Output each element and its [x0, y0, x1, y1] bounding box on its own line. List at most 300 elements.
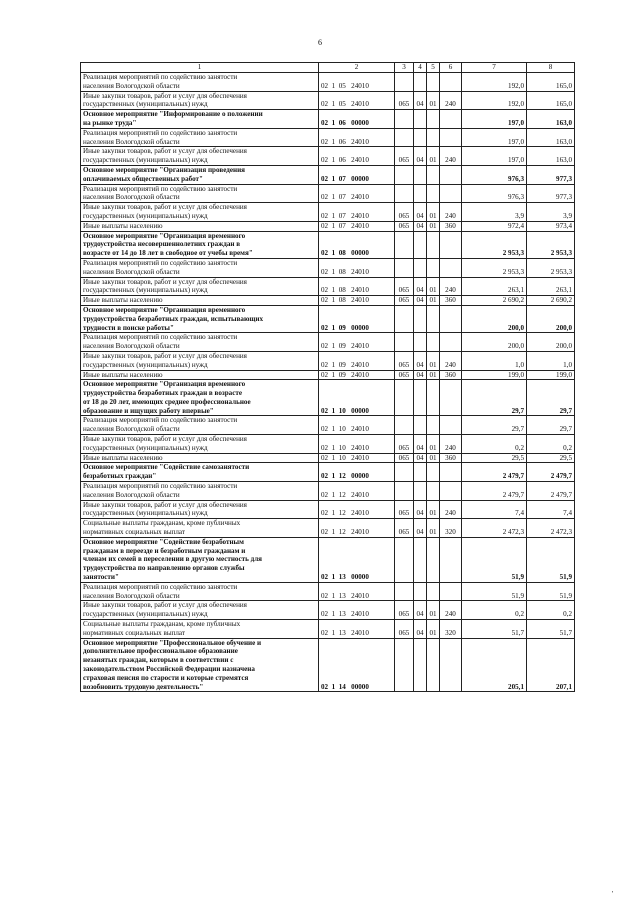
amount-col-8-cell: 165,0 [527, 91, 575, 110]
expense-type-cell: 240 [440, 351, 462, 370]
budget-code-cell: 02 1 10 00000 [319, 380, 395, 416]
description-line: Иные закупки товаров, работ и услуг для обеспечения [83, 500, 247, 509]
amount-col-7-cell: 2 953,3 [462, 258, 527, 277]
description-cell [81, 277, 319, 296]
expense-type-cell: 360 [440, 370, 462, 380]
description-line: населения Вологодской области [83, 193, 180, 202]
amount-col-8-cell: 163,0 [527, 147, 575, 166]
expense-type-cell: 320 [440, 620, 462, 639]
description-line: Реализация мероприятий по содействию занятости [83, 184, 238, 193]
expense-type-cell: 240 [440, 277, 462, 296]
expense-type-cell [440, 333, 462, 352]
subsection-code-cell [427, 110, 440, 129]
budget-code-cell: 02 1 13 00000 [319, 537, 395, 582]
section-code-cell: 04 [414, 519, 427, 538]
amount-col-7-cell: 200,0 [462, 333, 527, 352]
description-line: Иные закупки товаров, работ и услуг для обеспечения [83, 435, 247, 444]
section-code-cell: 04 [414, 435, 427, 454]
amount-col-8-cell: 1,0 [527, 351, 575, 370]
budget-code-cell: 02 1 14 00000 [319, 638, 395, 692]
amount-col-7-cell: 192,0 [462, 73, 527, 92]
agency-code-cell [395, 184, 414, 203]
agency-code-cell [395, 463, 414, 482]
description-cell [81, 296, 319, 306]
expense-type-cell: 240 [440, 500, 462, 519]
expense-type-cell: 240 [440, 435, 462, 454]
amount-col-7-cell: 205,1 [462, 638, 527, 692]
table-row [81, 537, 575, 582]
section-code-cell [414, 184, 427, 203]
description-line: населения Вологодской области [83, 267, 180, 276]
table-row [81, 601, 575, 620]
description-line: трудоустройства безработных граждан в возрасте [83, 389, 242, 398]
amount-col-7-cell: 29,7 [462, 380, 527, 416]
budget-code-cell: 02 1 13 24010 [319, 601, 395, 620]
section-code-cell: 04 [414, 351, 427, 370]
description-line: Основное мероприятие "Организация временного [83, 231, 246, 240]
description-line: занятости" [83, 573, 119, 582]
amount-col-8-cell: 2 690,2 [527, 296, 575, 306]
description-line: трудоустройства несовершеннолетних граждан в [83, 240, 241, 249]
section-code-cell [414, 638, 427, 692]
table-row [81, 333, 575, 352]
expense-type-cell: 360 [440, 296, 462, 306]
description-line: Иные закупки товаров, работ и услуг для обеспечения [83, 203, 247, 212]
table-row [81, 184, 575, 203]
description-cell [81, 258, 319, 277]
description-line: оплачиваемых общественных работ" [83, 174, 203, 183]
section-code-cell [414, 231, 427, 258]
subsection-code-cell [427, 258, 440, 277]
description-cell [81, 435, 319, 454]
amount-col-8-cell: 977,3 [527, 165, 575, 184]
expense-type-cell: 360 [440, 221, 462, 231]
description-line: страховая пенсия по старости и которые стремятся [83, 673, 249, 682]
budget-code-cell: 02 1 13 24010 [319, 582, 395, 601]
table-row [81, 416, 575, 435]
description-line: населения Вологодской области [83, 591, 180, 600]
description-cell [81, 463, 319, 482]
budget-code-cell: 02 1 10 24010 [319, 453, 395, 463]
description-cell [81, 110, 319, 129]
description-line: Реализация мероприятий по содействию занятости [83, 73, 238, 81]
table-row [81, 482, 575, 501]
header-col-7: 7 [462, 63, 527, 73]
amount-col-8-cell: 29,7 [527, 380, 575, 416]
expense-type-cell: 360 [440, 453, 462, 463]
description-line: Основное мероприятие "Содействие безработным [83, 537, 244, 546]
subsection-code-cell [427, 482, 440, 501]
amount-col-7-cell: 0,2 [462, 601, 527, 620]
expense-type-cell [440, 582, 462, 601]
page-number: 6 [318, 38, 322, 47]
description-cell [81, 500, 319, 519]
section-code-cell [414, 416, 427, 435]
expense-type-cell [440, 416, 462, 435]
description-line: государственных (муниципальных) нужд [83, 100, 208, 109]
section-code-cell [414, 128, 427, 147]
subsection-code-cell [427, 231, 440, 258]
subsection-code-cell: 01 [427, 620, 440, 639]
agency-code-cell: 065 [395, 370, 414, 380]
section-code-cell [414, 73, 427, 92]
amount-col-7-cell: 197,0 [462, 147, 527, 166]
description-cell [81, 638, 319, 692]
amount-col-8-cell: 977,3 [527, 184, 575, 203]
amount-col-8-cell: 199,0 [527, 370, 575, 380]
description-cell [81, 147, 319, 166]
expense-type-cell [440, 73, 462, 92]
subsection-code-cell [427, 537, 440, 582]
description-line: Иные выплаты населению [83, 453, 163, 462]
description-line: трудоустройства по направлению органов службы [83, 564, 245, 573]
description-line: государственных (муниципальных) нужд [83, 360, 208, 369]
budget-code-cell: 02 1 12 24010 [319, 500, 395, 519]
table-row [81, 351, 575, 370]
budget-code-cell: 02 1 13 24010 [319, 620, 395, 639]
budget-code-cell: 02 1 09 24010 [319, 370, 395, 380]
subsection-code-cell: 01 [427, 601, 440, 620]
amount-col-8-cell: 51,9 [527, 582, 575, 601]
description-line: образование и ищущих работу впервые" [83, 406, 214, 415]
subsection-code-cell: 01 [427, 500, 440, 519]
budget-code-cell: 02 1 06 24010 [319, 147, 395, 166]
agency-code-cell [395, 305, 414, 332]
description-line: безработных граждан" [83, 472, 157, 481]
agency-code-cell [395, 165, 414, 184]
description-line: Иные закупки товаров, работ и услуг для обеспечения [83, 277, 247, 286]
budget-code-cell: 02 1 10 24010 [319, 435, 395, 454]
description-cell [81, 416, 319, 435]
description-line: Иные выплаты населению [83, 296, 163, 305]
description-cell [81, 453, 319, 463]
description-line: государственных (муниципальных) нужд [83, 286, 208, 295]
section-code-cell [414, 333, 427, 352]
amount-col-8-cell: 200,0 [527, 333, 575, 352]
description-line: Основное мероприятие "Информирование о положении [83, 110, 263, 119]
subsection-code-cell: 01 [427, 370, 440, 380]
amount-col-8-cell: 29,7 [527, 416, 575, 435]
expense-type-cell [440, 482, 462, 501]
expense-type-cell [440, 231, 462, 258]
amount-col-7-cell: 2 953,3 [462, 231, 527, 258]
table-row [81, 277, 575, 296]
amount-col-8-cell: 163,0 [527, 128, 575, 147]
subsection-code-cell [427, 463, 440, 482]
budget-code-cell: 02 1 06 00000 [319, 110, 395, 129]
agency-code-cell [395, 380, 414, 416]
table-row [81, 258, 575, 277]
amount-col-7-cell: 2 472,3 [462, 519, 527, 538]
description-line: трудности в поиске работы" [83, 323, 174, 332]
subsection-code-cell: 01 [427, 221, 440, 231]
subsection-code-cell [427, 165, 440, 184]
agency-code-cell: 065 [395, 203, 414, 222]
description-line: законодательством Российской Федерации назначена [83, 665, 255, 673]
amount-col-8-cell: 165,0 [527, 73, 575, 92]
description-line: государственных (муниципальных) нужд [83, 610, 208, 619]
subsection-code-cell: 01 [427, 277, 440, 296]
table-row [81, 165, 575, 184]
table-row [81, 221, 575, 231]
subsection-code-cell: 01 [427, 91, 440, 110]
description-cell [81, 482, 319, 501]
amount-col-8-cell: 200,0 [527, 305, 575, 332]
agency-code-cell: 065 [395, 519, 414, 538]
expense-type-cell [440, 184, 462, 203]
amount-col-8-cell: 51,9 [527, 537, 575, 582]
section-code-cell: 04 [414, 203, 427, 222]
agency-code-cell [395, 231, 414, 258]
table-header-row [81, 63, 575, 73]
amount-col-7-cell: 51,7 [462, 620, 527, 639]
budget-code-cell: 02 1 07 24010 [319, 184, 395, 203]
table-row [81, 91, 575, 110]
subsection-code-cell [427, 305, 440, 332]
description-line: населения Вологодской области [83, 137, 180, 146]
section-code-cell: 04 [414, 500, 427, 519]
subsection-code-cell: 01 [427, 435, 440, 454]
description-line: Реализация мероприятий по содействию занятости [83, 333, 238, 342]
description-line: Реализация мероприятий по содействию занятости [83, 582, 238, 591]
description-line: Реализация мероприятий по содействию занятости [83, 128, 238, 137]
subsection-code-cell [427, 73, 440, 92]
budget-code-cell: 02 1 08 24010 [319, 296, 395, 306]
budget-code-cell: 02 1 05 24010 [319, 91, 395, 110]
description-cell [81, 73, 319, 92]
description-line: населения Вологодской области [83, 425, 180, 434]
table-row [81, 463, 575, 482]
agency-code-cell [395, 416, 414, 435]
section-code-cell: 04 [414, 453, 427, 463]
agency-code-cell: 065 [395, 435, 414, 454]
agency-code-cell [395, 110, 414, 129]
section-code-cell: 04 [414, 221, 427, 231]
section-code-cell [414, 582, 427, 601]
description-cell [81, 128, 319, 147]
agency-code-cell [395, 482, 414, 501]
header-col-6: 6 [440, 63, 462, 73]
section-code-cell [414, 258, 427, 277]
description-line: Реализация мероприятий по содействию занятости [83, 258, 238, 267]
description-line: населения Вологодской области [83, 490, 180, 499]
agency-code-cell: 065 [395, 500, 414, 519]
expense-type-cell [440, 128, 462, 147]
amount-col-7-cell: 2 690,2 [462, 296, 527, 306]
description-line: государственных (муниципальных) нужд [83, 156, 208, 165]
section-code-cell: 04 [414, 296, 427, 306]
agency-code-cell: 065 [395, 296, 414, 306]
section-code-cell [414, 537, 427, 582]
expense-type-cell [440, 638, 462, 692]
amount-col-7-cell: 3,9 [462, 203, 527, 222]
description-line: Иные выплаты населению [83, 370, 163, 379]
table-row [81, 128, 575, 147]
corner-mark: ' [612, 890, 614, 898]
subsection-code-cell [427, 184, 440, 203]
subsection-code-cell: 01 [427, 351, 440, 370]
expense-type-cell [440, 258, 462, 277]
amount-col-7-cell: 976,3 [462, 165, 527, 184]
agency-code-cell: 065 [395, 601, 414, 620]
subsection-code-cell [427, 128, 440, 147]
subsection-code-cell [427, 416, 440, 435]
agency-code-cell: 065 [395, 620, 414, 639]
amount-col-8-cell: 0,2 [527, 435, 575, 454]
table-row [81, 110, 575, 129]
description-line: Социальные выплаты гражданам, кроме публичных [83, 519, 241, 528]
agency-code-cell [395, 582, 414, 601]
description-cell [81, 91, 319, 110]
section-code-cell: 04 [414, 147, 427, 166]
description-cell [81, 165, 319, 184]
budget-code-cell: 02 1 05 24010 [319, 73, 395, 92]
expense-type-cell [440, 305, 462, 332]
agency-code-cell [395, 333, 414, 352]
amount-col-7-cell: 199,0 [462, 370, 527, 380]
table-row [81, 500, 575, 519]
section-code-cell [414, 110, 427, 129]
description-line: Основное мероприятие "Организация проведения [83, 165, 245, 174]
header-col-8: 8 [527, 63, 575, 73]
agency-code-cell: 065 [395, 221, 414, 231]
budget-code-cell: 02 1 07 24010 [319, 203, 395, 222]
description-line: Иные закупки товаров, работ и услуг для обеспечения [83, 351, 247, 360]
amount-col-7-cell: 2 479,7 [462, 463, 527, 482]
description-line: Основное мероприятие "Профессиональное обучение и [83, 638, 262, 647]
budget-table [80, 62, 575, 692]
expense-type-cell: 320 [440, 519, 462, 538]
description-line: возобновить трудовую деятельность" [83, 682, 204, 691]
description-line: Реализация мероприятий по содействию занятости [83, 416, 238, 425]
agency-code-cell: 065 [395, 351, 414, 370]
amount-col-8-cell: 2 953,3 [527, 258, 575, 277]
budget-code-cell: 02 1 08 24010 [319, 258, 395, 277]
expense-type-cell [440, 110, 462, 129]
description-cell [81, 582, 319, 601]
description-line: Социальные выплаты гражданам, кроме публичных [83, 620, 241, 629]
subsection-code-cell: 01 [427, 203, 440, 222]
amount-col-8-cell: 2 479,7 [527, 463, 575, 482]
header-col-4: 4 [414, 63, 427, 73]
amount-col-7-cell: 51,9 [462, 537, 527, 582]
amount-col-7-cell: 7,4 [462, 500, 527, 519]
description-cell [81, 519, 319, 538]
description-line: нормативных социальных выплат [83, 528, 185, 537]
table-row [81, 231, 575, 258]
amount-col-7-cell: 29,5 [462, 453, 527, 463]
header-col-5: 5 [427, 63, 440, 73]
description-line: государственных (муниципальных) нужд [83, 211, 208, 220]
amount-col-7-cell: 197,0 [462, 128, 527, 147]
table-row [81, 296, 575, 306]
section-code-cell [414, 165, 427, 184]
amount-col-8-cell: 3,9 [527, 203, 575, 222]
budget-code-cell: 02 1 07 24010 [319, 221, 395, 231]
table-row [81, 435, 575, 454]
table-row [81, 147, 575, 166]
description-line: Иные выплаты населению [83, 221, 163, 230]
amount-col-8-cell: 7,4 [527, 500, 575, 519]
amount-col-8-cell: 2 953,3 [527, 231, 575, 258]
description-cell [81, 351, 319, 370]
amount-col-7-cell: 197,0 [462, 110, 527, 129]
description-line: трудоустройства безработных граждан, испытывающих [83, 314, 264, 323]
budget-code-cell: 02 1 09 24010 [319, 351, 395, 370]
subsection-code-cell [427, 638, 440, 692]
description-cell [81, 380, 319, 416]
description-cell [81, 184, 319, 203]
section-code-cell: 04 [414, 601, 427, 620]
amount-col-7-cell: 2 479,7 [462, 482, 527, 501]
agency-code-cell: 065 [395, 277, 414, 296]
section-code-cell [414, 463, 427, 482]
amount-col-7-cell: 263,1 [462, 277, 527, 296]
amount-col-8-cell: 973,4 [527, 221, 575, 231]
amount-col-7-cell: 972,4 [462, 221, 527, 231]
table-row [81, 73, 575, 92]
amount-col-7-cell: 976,3 [462, 184, 527, 203]
subsection-code-cell: 01 [427, 519, 440, 538]
description-cell [81, 537, 319, 582]
amount-col-8-cell: 163,0 [527, 110, 575, 129]
agency-code-cell [395, 258, 414, 277]
expense-type-cell [440, 537, 462, 582]
table-row [81, 203, 575, 222]
agency-code-cell: 065 [395, 91, 414, 110]
agency-code-cell [395, 128, 414, 147]
description-line: Иные закупки товаров, работ и услуг для обеспечения [83, 601, 247, 610]
agency-code-cell [395, 537, 414, 582]
description-cell [81, 305, 319, 332]
agency-code-cell [395, 73, 414, 92]
table-row [81, 380, 575, 416]
section-code-cell: 04 [414, 370, 427, 380]
description-cell [81, 620, 319, 639]
description-cell [81, 333, 319, 352]
description-cell [81, 221, 319, 231]
budget-code-cell: 02 1 10 24010 [319, 416, 395, 435]
subsection-code-cell: 01 [427, 147, 440, 166]
description-line: Основное мероприятие "Организация временного [83, 380, 246, 389]
subsection-code-cell: 01 [427, 296, 440, 306]
description-line: Иные закупки товаров, работ и услуг для обеспечения [83, 91, 247, 100]
amount-col-8-cell: 29,5 [527, 453, 575, 463]
description-line: государственных (муниципальных) нужд [83, 509, 208, 518]
section-code-cell: 04 [414, 620, 427, 639]
section-code-cell: 04 [414, 91, 427, 110]
budget-code-cell: 02 1 09 24010 [319, 333, 395, 352]
amount-col-8-cell: 2 472,3 [527, 519, 575, 538]
subsection-code-cell [427, 380, 440, 416]
header-col-1: 1 [81, 63, 319, 73]
expense-type-cell: 240 [440, 91, 462, 110]
expense-type-cell: 240 [440, 203, 462, 222]
description-line: Основное мероприятие "Организация временного [83, 305, 246, 314]
amount-col-7-cell: 1,0 [462, 351, 527, 370]
budget-code-cell: 02 1 08 24010 [319, 277, 395, 296]
budget-code-cell: 02 1 09 00000 [319, 305, 395, 332]
amount-col-7-cell: 51,9 [462, 582, 527, 601]
amount-col-8-cell: 0,2 [527, 601, 575, 620]
description-cell [81, 231, 319, 258]
amount-col-7-cell: 29,7 [462, 416, 527, 435]
table-row [81, 305, 575, 332]
subsection-code-cell: 01 [427, 453, 440, 463]
description-line: Реализация мероприятий по содействию занятости [83, 482, 238, 491]
section-code-cell: 04 [414, 277, 427, 296]
amount-col-8-cell: 51,7 [527, 620, 575, 639]
